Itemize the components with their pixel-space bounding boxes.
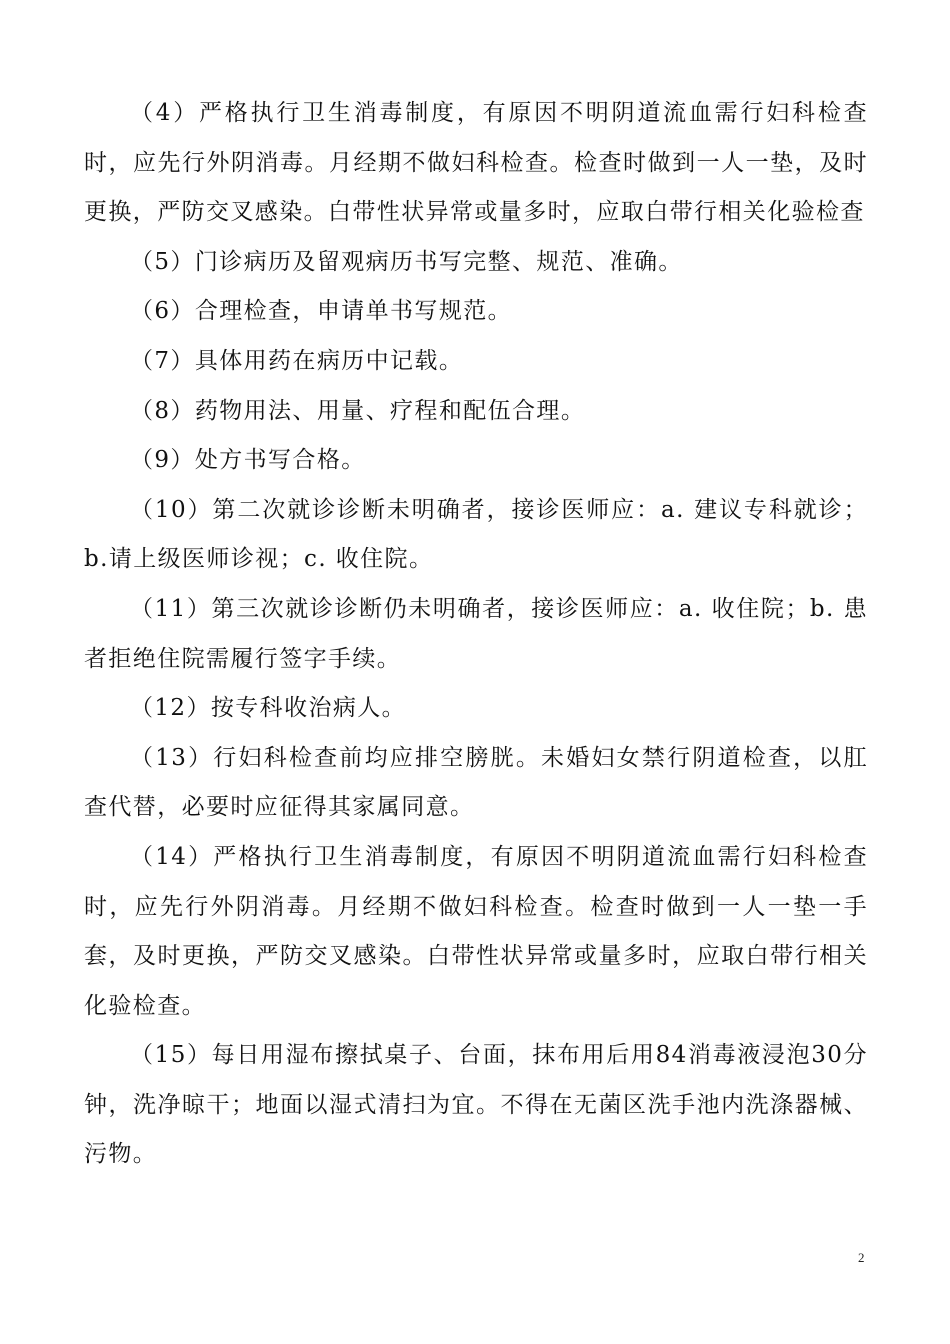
paragraph-item-15: （15）每日用湿布擦拭桌子、台面，抹布用后用84消毒液浸泡30分钟，洗净晾干；地面以湿式清扫为宜。不得在无菌区洗手池内洗涤器械、污物。	[84, 1042, 868, 1168]
paragraph-item-6: （6）合理检查，申请单书写规范。	[130, 298, 513, 325]
page-number: 2	[858, 1250, 865, 1265]
paragraph-item-13: （13）行妇科检查前均应排空膀胱。未婚妇女禁行阴道检查，以肛查代替，必要时应征得其家属同意。	[84, 744, 868, 821]
document-body	[84, 89, 868, 1180]
paragraph-item-10: （10）第二次就诊诊断未明确者，接诊医师应：a. 建议专科就诊；b.请上级医师诊视；c. 收住院。	[84, 496, 868, 573]
paragraph-item-12: （12）按专科收治病人。	[130, 695, 407, 722]
paragraph-item-7: （7）具体用药在病历中记载。	[130, 347, 464, 374]
paragraph-item-11: （11）第三次就诊诊断仍未明确者，接诊医师应：a. 收住院；b. 患者拒绝住院需履行签字手续。	[84, 595, 868, 672]
paragraph-item-9: （9）处方书写合格。	[130, 447, 366, 474]
paragraph-item-4: （4）严格执行卫生消毒制度，有原因不明阴道流血需行妇科检查时，应先行外阴消毒。月经期不做妇科检查。检查时做到一人一垫，及时更换，严防交叉感染。白带性状异常或量多时，应取白带行相关化验检查	[84, 100, 868, 226]
paragraph-item-8: （8）药物用法、用量、疗程和配伍合理。	[130, 397, 586, 424]
paragraph-item-14: （14）严格执行卫生消毒制度，有原因不明阴道流血需行妇科检查时，应先行外阴消毒。月经期不做妇科检查。检查时做到一人一垫一手套，及时更换，严防交叉感染。白带性状异常或量多时，应取白带行相关化验检查。	[84, 843, 868, 1019]
paragraph-item-5: （5）门诊病历及留观病历书写完整、规范、准确。	[130, 248, 683, 275]
